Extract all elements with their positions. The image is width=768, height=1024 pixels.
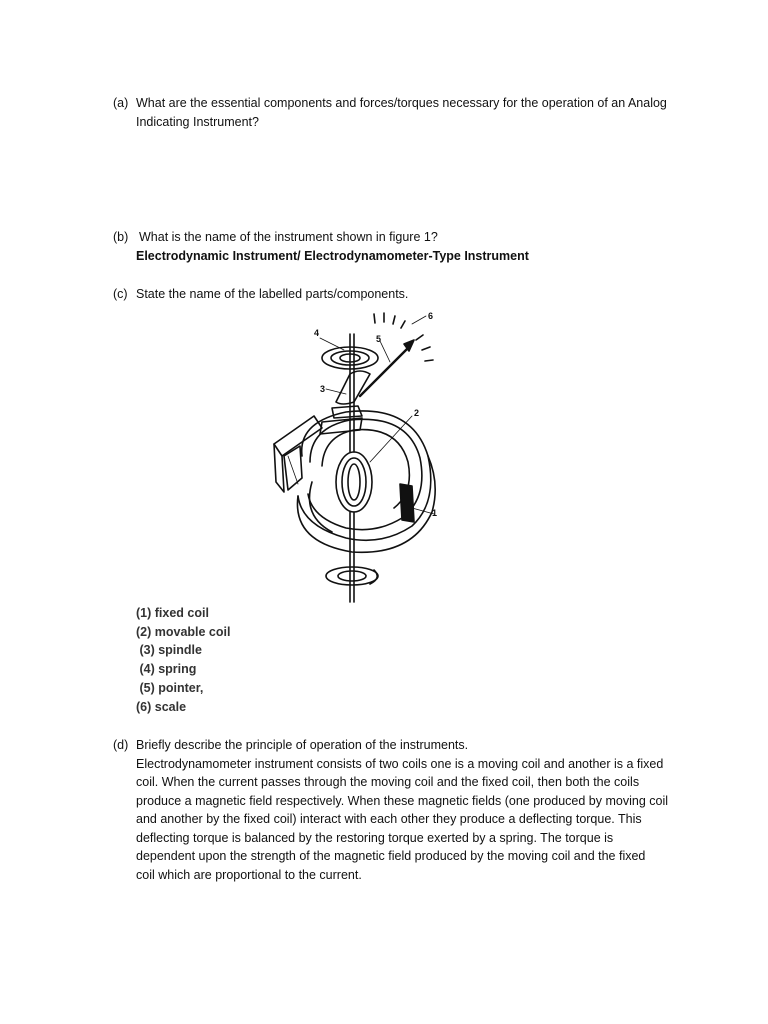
answer-line: and another by the fixed coil) interact with each other they produce a deflecting torque. This xyxy=(136,812,642,826)
question-d-text: Briefly describe the principle of operation of the instruments. xyxy=(136,738,469,752)
figure-label-3: 3 xyxy=(320,384,326,394)
part-item: (4) spring xyxy=(136,662,197,677)
damping-box xyxy=(274,416,322,492)
answer-line: deflecting torque is balanced by the restoring torque exerted by a spring. The torque is xyxy=(136,830,614,845)
question-b-label: (b) xyxy=(113,230,129,244)
pointer xyxy=(360,340,414,396)
question-d xyxy=(113,736,713,884)
question-b xyxy=(113,228,713,265)
figure-label-6: 6 xyxy=(428,311,434,321)
part-item: (6) scale xyxy=(136,699,187,714)
question-c-text: State the name of the labelled parts/components. xyxy=(136,287,409,301)
question-a-text-line2: Indicating Instrument? xyxy=(136,114,259,129)
question-d-label: (d) xyxy=(113,738,129,752)
instrument-figure xyxy=(262,306,452,606)
answer-line: dependent upon the strength of the magnetic field produced by the moving coil and the fixed xyxy=(136,849,646,863)
question-c-label: (c) xyxy=(113,287,128,301)
question-b-answer: Electrodynamic Instrument/ Electrodynamometer-Type Instrument xyxy=(136,248,529,263)
part-item: (2) movable coil xyxy=(136,624,231,639)
moving-coil xyxy=(336,416,434,514)
figure-label-1: 1 xyxy=(432,508,438,518)
question-b-text: What is the name of the instrument shown in figure 1? xyxy=(139,230,438,244)
part-item: (3) spindle xyxy=(136,643,202,658)
question-a-label: (a) xyxy=(113,96,129,110)
part-item: (5) pointer, xyxy=(136,680,204,695)
question-a-text-line1: What are the essential components and forces/torques necessary for the operation of an Analog xyxy=(136,96,667,110)
bottom-spring xyxy=(326,512,378,602)
answer-line: produce a magnetic field respectively. When these magnetic fields (one produced by moving coil xyxy=(136,793,668,808)
figure-label-5: 5 xyxy=(376,334,382,344)
answer-line: Electrodynamometer instrument consists of two coils one is a moving coil and another is a fixed xyxy=(136,756,664,771)
question-c xyxy=(113,285,713,304)
figure-label-4: 4 xyxy=(314,328,320,338)
figure-label-2: 2 xyxy=(414,408,420,418)
question-a xyxy=(113,94,713,131)
answer-line: coil which are proportional to the current. xyxy=(136,867,362,882)
part-item: (1) fixed coil xyxy=(136,606,209,620)
answer-line: coil. When the current passes through the moving coil and the fixed coil, then both the coils xyxy=(136,775,640,789)
spindle-arm xyxy=(320,371,370,434)
parts-list xyxy=(136,604,230,716)
